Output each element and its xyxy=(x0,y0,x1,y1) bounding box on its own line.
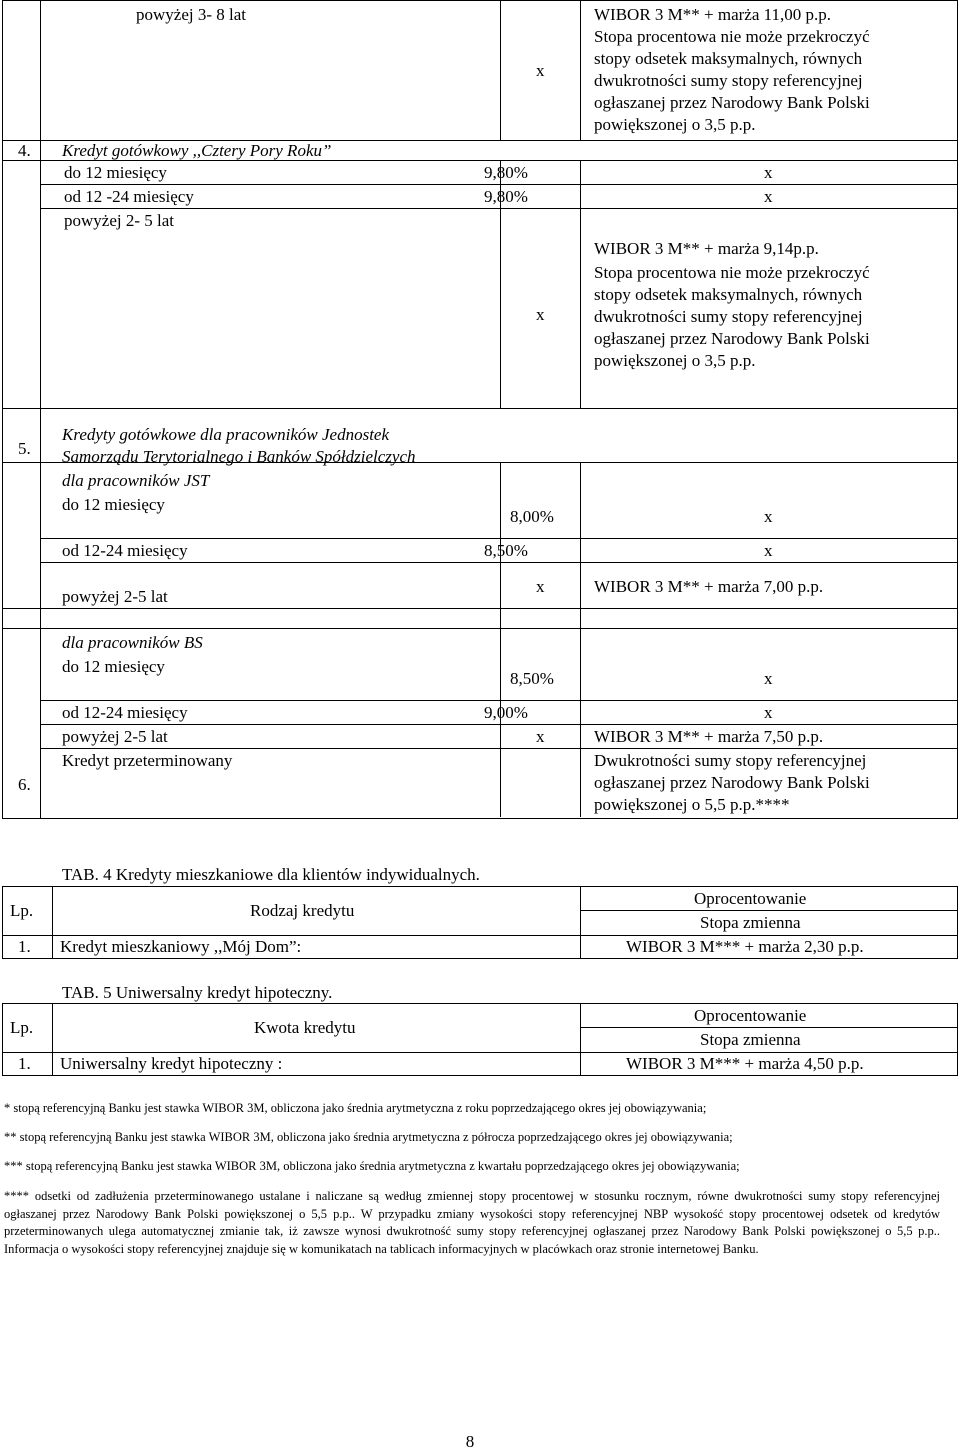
jst-row-period: od 12-24 miesięcy xyxy=(62,541,188,560)
jst-row-variable: WIBOR 3 M** + marża 7,00 p.p. xyxy=(594,577,824,596)
tab5-col-rate: Oprocentowanie xyxy=(694,1006,807,1025)
tab5-col-sub: Stopa zmienna xyxy=(700,1030,801,1049)
bs-row-variable: WIBOR 3 M** + marża 7,50 p.p. xyxy=(594,727,824,746)
note-line: Stopa procentowa nie może przekroczyć xyxy=(594,27,870,46)
tab5-col-lp: Lp. xyxy=(10,1018,34,1037)
sec4-long-fixed-x: x xyxy=(536,305,545,324)
note-line: Stopa procentowa nie może przekroczyć xyxy=(594,263,870,282)
note-line: stopy odsetek maksymalnych, równych xyxy=(594,285,863,304)
sec4-row-period: do 12 miesięcy xyxy=(64,163,167,182)
section-4-number: 4. xyxy=(18,141,31,160)
sec4-long-rate: WIBOR 3 M** + marża 9,14p.p. xyxy=(594,239,819,258)
sec4-long-period: powyżej 2- 5 lat xyxy=(64,211,174,230)
tab5-col-type: Kwota kredytu xyxy=(254,1018,356,1037)
footnote: *** stopą referencyjną Banku jest stawka WIBOR 3M, obliczona jako średnia arytmetyczna z kwartału poprzedzającego okres jej obowiązywania; xyxy=(4,1159,740,1173)
tab5-row-name: Uniwersalny kredyt hipoteczny : xyxy=(60,1054,283,1073)
footnote: * stopą referencyjną Banku jest stawka WIBOR 3M, obliczona jako średnia arytmetyczna z roku poprzedzającego okres jej obowiązywania; xyxy=(4,1101,707,1115)
section-5-title-line: Kredyty gotówkowe dla pracowników Jednostek xyxy=(62,425,390,444)
bs-row-fixed: x xyxy=(536,727,545,746)
tab5-row-lp: 1. xyxy=(18,1054,31,1073)
tab4-col-lp: Lp. xyxy=(10,901,34,920)
footnote: **** odsetki od zadłużenia przeterminowanego ustalane i naliczane są według zmiennej stopy procentowej w stosunku rocznym, równe dwukrotności sumy stopy referencyjnej ogłaszanej przez Narodowy Bank Polski powiększonej o 5,5 p.p.. W przypadku zmiany wysokości stopy referencyjnej NBP wysokość stopy procentowej odsetek od kredytów przeterminowanych ulega automatycznej zmianie tak, iż zawsze wynosi dwukrotność sumy stopy referencyjnej ogłaszanej przez Narodowy Bank Polski powiększonej o 5,5 p.p.. Informacja o wysokości stopy referencyjnej znajduje się w komunikatach na tablicach informacyjnych w placówkach oraz stronie internetowej Banku. xyxy=(4,1189,940,1256)
jst-row-period: powyżej 2-5 lat xyxy=(62,587,168,606)
note-line: dwukrotności sumy stopy referencyjnej xyxy=(594,307,863,326)
sec4-row-fixed: 9,80% xyxy=(484,163,528,182)
top-period: powyżej 3- 8 lat xyxy=(136,5,246,24)
tab5-row-rate: WIBOR 3 M*** + marża 4,50 p.p. xyxy=(626,1054,864,1073)
note-line: powiększonej o 3,5 p.p. xyxy=(594,351,756,370)
section-6-label: Kredyt przeterminowany xyxy=(62,751,233,770)
bs-row-period: od 12-24 miesięcy xyxy=(62,703,188,722)
sec4-row-variable: x xyxy=(764,163,773,182)
jst-label: dla pracowników JST xyxy=(62,471,210,490)
bs-row-variable: x xyxy=(764,703,773,722)
tab4-row-lp: 1. xyxy=(18,937,31,956)
section-5-title-line: Samorządu Terytorialnego i Banków Spółdzielczych xyxy=(62,447,416,466)
sec6-rate-line: ogłaszanej przez Narodowy Bank Polski xyxy=(594,773,870,792)
sec6-rate-line: Dwukrotności sumy stopy referencyjnej xyxy=(594,751,867,770)
section-5-number: 5. xyxy=(18,439,31,458)
tab4-col-rate: Oprocentowanie xyxy=(694,889,807,908)
bs-row-period: do 12 miesięcy xyxy=(62,657,165,676)
jst-row-variable: x xyxy=(764,541,773,560)
sec4-row-variable: x xyxy=(764,187,773,206)
sec6-rate-line: powiększonej o 5,5 p.p.**** xyxy=(594,795,790,814)
section-6-number: 6. xyxy=(18,775,31,794)
jst-row-variable: x xyxy=(764,507,773,526)
note-line: ogłaszanej przez Narodowy Bank Polski xyxy=(594,93,870,112)
tab5-caption: TAB. 5 Uniwersalny kredyt hipoteczny. xyxy=(62,983,333,1002)
bs-row-variable: x xyxy=(764,669,773,688)
note-line: dwukrotności sumy stopy referencyjnej xyxy=(594,71,863,90)
top-fixed-x: x xyxy=(536,61,545,80)
top-variable-rate: WIBOR 3 M** + marża 11,00 p.p. xyxy=(594,5,832,24)
sec4-row-period: od 12 -24 miesięcy xyxy=(64,187,194,206)
sec4-row-fixed: 9,80% xyxy=(484,187,528,206)
tab4-col-sub: Stopa zmienna xyxy=(700,913,801,932)
tab4-col-type: Rodzaj kredytu xyxy=(250,901,355,920)
page-number: 8 xyxy=(465,1432,475,1451)
tab4-row-rate: WIBOR 3 M*** + marża 2,30 p.p. xyxy=(626,937,864,956)
footnote: ** stopą referencyjną Banku jest stawka WIBOR 3M, obliczona jako średnia arytmetyczna z półrocza poprzedzającego okres jej obowiązywania; xyxy=(4,1130,733,1144)
tab4-caption: TAB. 4 Kredyty mieszkaniowe dla klientów indywidualnych. xyxy=(62,865,480,884)
note-line: powiększonej o 3,5 p.p. xyxy=(594,115,756,134)
jst-row-fixed: 8,50% xyxy=(484,541,528,560)
bs-row-period: powyżej 2-5 lat xyxy=(62,727,168,746)
bs-row-fixed: 8,50% xyxy=(510,669,554,688)
note-line: stopy odsetek maksymalnych, równych xyxy=(594,49,863,68)
note-line: ogłaszanej przez Narodowy Bank Polski xyxy=(594,329,870,348)
jst-row-period: do 12 miesięcy xyxy=(62,495,165,514)
tab4-row-name: Kredyt mieszkaniowy ,,Mój Dom”: xyxy=(60,937,302,956)
bs-row-fixed: 9,00% xyxy=(484,703,528,722)
section-4-title: Kredyt gotówkowy ,,Cztery Pory Roku” xyxy=(62,141,332,160)
bs-label: dla pracowników BS xyxy=(62,633,203,652)
jst-row-fixed: x xyxy=(536,577,545,596)
jst-row-fixed: 8,00% xyxy=(510,507,554,526)
